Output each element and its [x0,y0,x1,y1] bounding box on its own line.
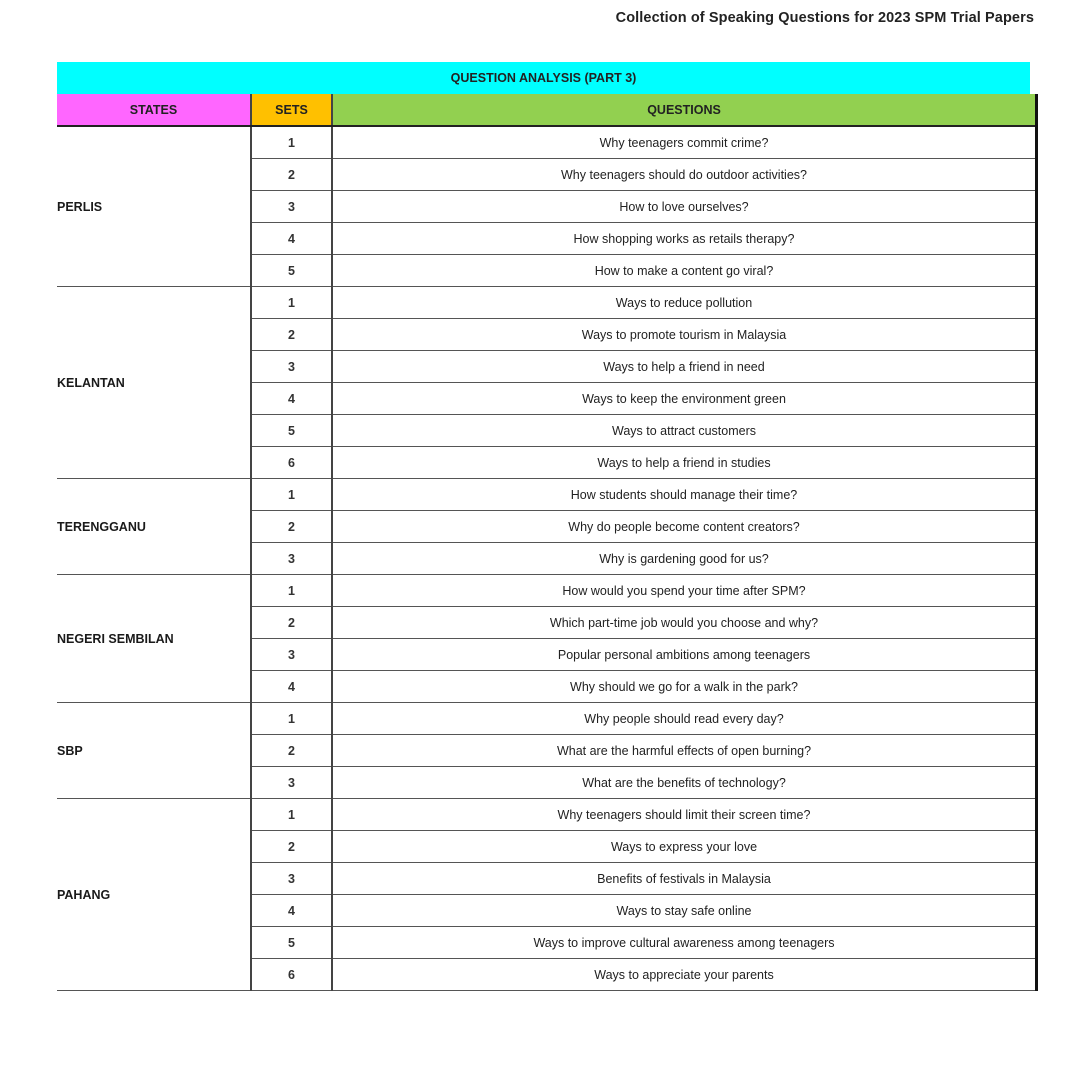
question-cell: Popular personal ambitions among teenagers [332,639,1037,671]
set-number-cell: 4 [251,671,332,703]
question-analysis-banner: QUESTION ANALYSIS (PART 3) [57,62,1030,94]
question-cell: Ways to help a friend in studies [332,447,1037,479]
question-cell: Ways to reduce pollution [332,287,1037,319]
set-number-cell: 1 [251,703,332,735]
question-cell: Ways to stay safe online [332,895,1037,927]
table-row [57,126,1037,159]
set-number-cell: 1 [251,126,332,159]
question-cell: How would you spend your time after SPM? [332,575,1037,607]
set-number-cell: 3 [251,543,332,575]
set-number-cell: 5 [251,255,332,287]
header-row [57,94,1037,126]
state-cell: KELANTAN [57,287,251,479]
question-cell: What are the benefits of technology? [332,767,1037,799]
header-sets: SETS [251,94,332,126]
question-cell: How shopping works as retails therapy? [332,223,1037,255]
question-cell: Ways to promote tourism in Malaysia [332,319,1037,351]
question-cell: Ways to keep the environment green [332,383,1037,415]
table-body [57,126,1037,991]
set-number-cell: 3 [251,863,332,895]
set-number-cell: 6 [251,447,332,479]
state-cell: NEGERI SEMBILAN [57,575,251,703]
set-number-cell: 5 [251,927,332,959]
state-cell: SBP [57,703,251,799]
state-cell: PAHANG [57,799,251,991]
table-row [57,799,1037,831]
set-number-cell: 2 [251,159,332,191]
question-cell: Why people should read every day? [332,703,1037,735]
header-questions: QUESTIONS [332,94,1037,126]
question-cell: Ways to express your love [332,831,1037,863]
set-number-cell: 3 [251,191,332,223]
question-cell: Benefits of festivals in Malaysia [332,863,1037,895]
question-cell: How to love ourselves? [332,191,1037,223]
question-cell: Why should we go for a walk in the park? [332,671,1037,703]
question-analysis-table [57,94,1038,991]
set-number-cell: 2 [251,735,332,767]
question-cell: Ways to help a friend in need [332,351,1037,383]
set-number-cell: 3 [251,351,332,383]
set-number-cell: 4 [251,383,332,415]
set-number-cell: 3 [251,639,332,671]
table-row [57,575,1037,607]
question-cell: Why teenagers should limit their screen time? [332,799,1037,831]
question-cell: Ways to attract customers [332,415,1037,447]
set-number-cell: 4 [251,895,332,927]
set-number-cell: 1 [251,575,332,607]
state-cell: TERENGGANU [57,479,251,575]
set-number-cell: 2 [251,831,332,863]
table-row [57,703,1037,735]
question-cell: Why teenagers should do outdoor activities? [332,159,1037,191]
header-states: STATES [57,94,251,126]
question-cell: Ways to appreciate your parents [332,959,1037,991]
set-number-cell: 5 [251,415,332,447]
set-number-cell: 2 [251,607,332,639]
set-number-cell: 3 [251,767,332,799]
question-cell: What are the harmful effects of open burning? [332,735,1037,767]
table-row [57,479,1037,511]
set-number-cell: 1 [251,479,332,511]
question-cell: How students should manage their time? [332,479,1037,511]
question-cell: Why is gardening good for us? [332,543,1037,575]
question-cell: Which part-time job would you choose and why? [332,607,1037,639]
set-number-cell: 2 [251,511,332,543]
set-number-cell: 1 [251,799,332,831]
document-title: Collection of Speaking Questions for 2023 SPM Trial Papers [615,10,1034,26]
set-number-cell: 4 [251,223,332,255]
set-number-cell: 1 [251,287,332,319]
question-cell: Why teenagers commit crime? [332,126,1037,159]
set-number-cell: 2 [251,319,332,351]
table-row [57,287,1037,319]
question-cell: How to make a content go viral? [332,255,1037,287]
question-cell: Ways to improve cultural awareness among teenagers [332,927,1037,959]
set-number-cell: 6 [251,959,332,991]
state-cell: PERLIS [57,126,251,287]
question-cell: Why do people become content creators? [332,511,1037,543]
